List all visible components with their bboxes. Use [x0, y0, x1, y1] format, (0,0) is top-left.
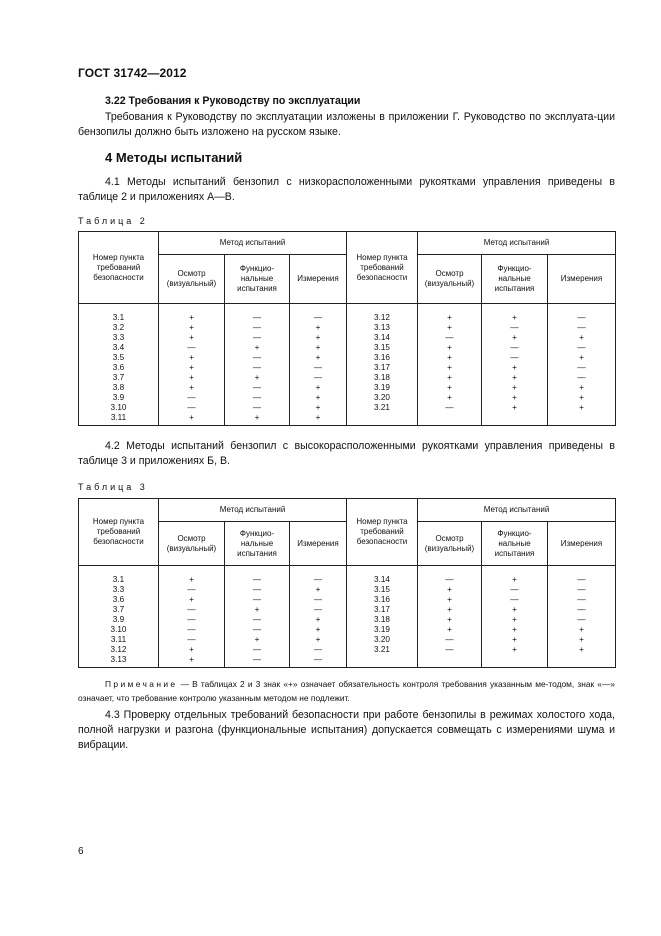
clause-number-cell: 3.12 — [79, 645, 159, 655]
document-id: ГОСТ 31742—2012 — [78, 66, 187, 80]
measurement-header: Измерения — [290, 522, 347, 566]
method-mark-cell: + — [290, 333, 347, 343]
method-mark-cell: — — [225, 323, 290, 333]
method-mark-cell: — — [225, 625, 290, 635]
paragraph-4-1: 4.1 Методы испытаний бензопил с низкорасположенными рукоятками управления приведены в таблице 2 и приложениях А—В. — [78, 176, 615, 203]
clause-header: Номер пункта требований безопасности — [347, 232, 418, 304]
table-spacer-cell — [548, 423, 616, 426]
method-header: Метод испытаний — [159, 232, 347, 255]
method-mark-cell: — — [225, 585, 290, 595]
method-mark-cell: — — [548, 373, 616, 383]
method-mark-cell: + — [418, 393, 482, 403]
method-mark-cell: + — [482, 363, 548, 373]
table-row — [79, 373, 616, 383]
method-mark-cell: — — [159, 605, 225, 615]
clause-header: Номер пункта требований безопасности — [79, 232, 159, 304]
method-mark-cell: — — [290, 575, 347, 585]
clause-number-cell: 3.7 — [79, 373, 159, 383]
method-mark-cell: — — [159, 615, 225, 625]
method-mark-cell — [548, 413, 616, 423]
table-row — [79, 333, 616, 343]
method-mark-cell: + — [548, 393, 616, 403]
method-mark-cell: + — [159, 595, 225, 605]
functional-header: Функцио-нальные испытания — [225, 522, 290, 566]
method-mark-cell — [482, 413, 548, 423]
table-row — [79, 393, 616, 403]
clause-number-cell: 3.14 — [347, 575, 418, 585]
method-mark-cell: + — [159, 413, 225, 423]
table-note — [78, 677, 615, 705]
method-mark-cell — [482, 655, 548, 665]
table-row — [79, 403, 616, 413]
table-spacer-cell — [225, 423, 290, 426]
method-mark-cell: — — [548, 615, 616, 625]
method-mark-cell: — — [225, 575, 290, 585]
table-row — [79, 625, 616, 635]
method-mark-cell: + — [482, 635, 548, 645]
clause-number-cell: 3.8 — [79, 383, 159, 393]
method-mark-cell: — — [290, 313, 347, 323]
method-mark-cell: + — [159, 383, 225, 393]
method-mark-cell: + — [159, 575, 225, 585]
clause-number-cell: 3.9 — [79, 393, 159, 403]
method-mark-cell: — — [482, 595, 548, 605]
method-mark-cell: — — [290, 595, 347, 605]
clause-number-cell: 3.6 — [79, 363, 159, 373]
method-mark-cell: + — [548, 383, 616, 393]
clause-number-cell — [347, 655, 418, 665]
clause-number-cell: 3.1 — [79, 575, 159, 585]
method-mark-cell: — — [290, 373, 347, 383]
method-mark-cell: + — [418, 313, 482, 323]
clause-number-cell: 3.16 — [347, 595, 418, 605]
paragraph-4-2: 4.2 Методы испытаний бензопил с высокорасположенными рукоятками управления приведены в таблице 3 и приложениях Б, В. — [78, 440, 615, 467]
method-mark-cell: — — [548, 343, 616, 353]
method-mark-cell: + — [482, 403, 548, 413]
table-spacer-cell — [225, 665, 290, 668]
clause-number-cell: 3.18 — [347, 373, 418, 383]
table-spacer-cell — [159, 304, 225, 314]
method-mark-cell: + — [290, 353, 347, 363]
method-mark-cell: + — [290, 635, 347, 645]
method-mark-cell: + — [482, 333, 548, 343]
clause-number-cell: 3.4 — [79, 343, 159, 353]
method-mark-cell: + — [159, 363, 225, 373]
measurement-header: Измерения — [548, 522, 616, 566]
method-mark-cell: — — [159, 393, 225, 403]
method-mark-cell: — — [225, 313, 290, 323]
method-mark-cell: + — [482, 605, 548, 615]
method-mark-cell: + — [548, 333, 616, 343]
clause-number-cell: 3.15 — [347, 585, 418, 595]
page-number: 6 — [78, 846, 84, 857]
functional-header: Функцио-нальные испытания — [482, 522, 548, 566]
method-mark-cell: — — [548, 605, 616, 615]
method-mark-cell: — — [225, 393, 290, 403]
clause-number-cell: 3.6 — [79, 595, 159, 605]
clause-number-cell: 3.12 — [347, 313, 418, 323]
section-4-heading: 4 Методы испытаний — [105, 150, 243, 165]
method-mark-cell: + — [418, 595, 482, 605]
clause-number-cell: 3.21 — [347, 403, 418, 413]
method-header: Метод испытаний — [418, 499, 616, 522]
method-mark-cell: + — [290, 585, 347, 595]
method-mark-cell: — — [548, 585, 616, 595]
method-mark-cell: — — [548, 313, 616, 323]
table-3-caption: Таблица 3 — [78, 482, 148, 492]
section-3-22-text: Требования к Руководству по эксплуатации изложены в приложении Г. Руководство по эксплуата-ции бензопилы должно быть изложено на русском языке. — [78, 111, 615, 138]
method-mark-cell: + — [159, 353, 225, 363]
method-mark-cell: + — [290, 393, 347, 403]
method-mark-cell: + — [548, 353, 616, 363]
table-row — [79, 413, 616, 423]
table-spacer-cell — [482, 566, 548, 576]
clause-number-cell: 3.16 — [347, 353, 418, 363]
table-spacer-cell — [79, 304, 159, 314]
method-mark-cell: — — [159, 403, 225, 413]
table-spacer-cell — [290, 665, 347, 668]
method-mark-cell: — — [548, 323, 616, 333]
method-mark-cell: + — [225, 635, 290, 645]
method-mark-cell: + — [548, 625, 616, 635]
method-mark-cell: — — [225, 353, 290, 363]
table-spacer-cell — [482, 665, 548, 668]
table-row — [79, 353, 616, 363]
functional-header: Функцио-нальные испытания — [482, 255, 548, 304]
method-mark-cell: — — [482, 585, 548, 595]
section-3-22-heading: 3.22 Требования к Руководству по эксплуатации — [105, 95, 361, 107]
method-mark-cell: — — [159, 625, 225, 635]
table-row — [79, 363, 616, 373]
table-3 — [78, 498, 616, 668]
clause-number-cell: 3.7 — [79, 605, 159, 615]
method-mark-cell: — — [418, 403, 482, 413]
table-spacer-cell — [79, 665, 159, 668]
method-mark-cell: — — [418, 333, 482, 343]
clause-number-cell: 3.19 — [347, 625, 418, 635]
method-mark-cell: + — [482, 393, 548, 403]
table-spacer-cell — [347, 566, 418, 576]
method-mark-cell: + — [159, 333, 225, 343]
table-spacer-cell — [290, 423, 347, 426]
method-mark-cell: + — [159, 313, 225, 323]
clause-number-cell: 3.9 — [79, 615, 159, 625]
table-row — [79, 383, 616, 393]
table-row — [79, 343, 616, 353]
clause-number-cell: 3.20 — [347, 635, 418, 645]
method-mark-cell: + — [159, 373, 225, 383]
method-mark-cell: + — [482, 373, 548, 383]
method-mark-cell: + — [418, 625, 482, 635]
method-mark-cell: + — [418, 615, 482, 625]
method-mark-cell: — — [482, 343, 548, 353]
visual-header: Осмотр (визуальный) — [159, 522, 225, 566]
clause-number-cell: 3.3 — [79, 585, 159, 595]
method-mark-cell: + — [482, 313, 548, 323]
table-2-caption: Таблица 2 — [78, 216, 148, 226]
method-mark-cell: + — [418, 363, 482, 373]
clause-number-cell: 3.21 — [347, 645, 418, 655]
table-row — [79, 323, 616, 333]
table-spacer-cell — [347, 665, 418, 668]
table-spacer-cell — [159, 423, 225, 426]
method-mark-cell: — — [290, 605, 347, 615]
table-spacer-cell — [482, 304, 548, 314]
clause-header: Номер пункта требований безопасности — [79, 499, 159, 566]
table-row — [79, 645, 616, 655]
measurement-header: Измерения — [548, 255, 616, 304]
method-mark-cell: — — [225, 615, 290, 625]
method-mark-cell — [548, 655, 616, 665]
method-mark-cell: + — [290, 615, 347, 625]
paragraph-4-3: 4.3 Проверку отдельных требований безопасности при работе бензопилы в режимах холостого хода, полной нагрузки и разгона (функциональные испытания) допускается совмещать с измерениями шума и вибрации. — [78, 709, 615, 751]
clause-number-cell: 3.3 — [79, 333, 159, 343]
method-mark-cell: + — [225, 605, 290, 615]
method-mark-cell: + — [225, 343, 290, 353]
method-mark-cell: — — [159, 635, 225, 645]
method-header: Метод испытаний — [418, 232, 616, 255]
clause-number-cell: 3.11 — [79, 635, 159, 645]
method-mark-cell: + — [418, 383, 482, 393]
table-row — [79, 605, 616, 615]
method-mark-cell: + — [482, 383, 548, 393]
clause-number-cell: 3.14 — [347, 333, 418, 343]
method-mark-cell: — — [290, 645, 347, 655]
table-spacer-cell — [418, 665, 482, 668]
method-mark-cell: + — [482, 575, 548, 585]
method-header: Метод испытаний — [159, 499, 347, 522]
method-mark-cell: — — [290, 655, 347, 665]
table-spacer-cell — [418, 423, 482, 426]
table-spacer-cell — [290, 304, 347, 314]
method-mark-cell: — — [225, 645, 290, 655]
note-label: Примечание — [105, 679, 178, 689]
table-spacer-cell — [548, 304, 616, 314]
table-spacer-cell — [548, 665, 616, 668]
method-mark-cell: — — [159, 585, 225, 595]
clause-number-cell — [347, 413, 418, 423]
method-mark-cell — [418, 655, 482, 665]
table-spacer-cell — [548, 566, 616, 576]
table-row — [79, 635, 616, 645]
method-mark-cell: + — [159, 323, 225, 333]
table-row — [79, 575, 616, 585]
method-mark-cell: + — [482, 625, 548, 635]
method-mark-cell: + — [548, 635, 616, 645]
method-mark-cell: — — [482, 323, 548, 333]
method-mark-cell: — — [418, 635, 482, 645]
method-mark-cell: + — [225, 413, 290, 423]
method-mark-cell — [418, 413, 482, 423]
method-mark-cell: + — [290, 403, 347, 413]
method-mark-cell: + — [418, 373, 482, 383]
method-mark-cell: + — [225, 373, 290, 383]
visual-header: Осмотр (визуальный) — [418, 255, 482, 304]
method-mark-cell: + — [290, 625, 347, 635]
method-mark-cell: + — [418, 323, 482, 333]
method-mark-cell: — — [418, 575, 482, 585]
clause-number-cell: 3.17 — [347, 605, 418, 615]
clause-number-cell: 3.20 — [347, 393, 418, 403]
method-mark-cell: + — [290, 383, 347, 393]
table-spacer-cell — [347, 304, 418, 314]
clause-number-cell: 3.2 — [79, 323, 159, 333]
clause-number-cell: 3.17 — [347, 363, 418, 373]
clause-number-cell: 3.19 — [347, 383, 418, 393]
method-mark-cell: — — [548, 363, 616, 373]
table-spacer-cell — [418, 566, 482, 576]
method-mark-cell: + — [418, 343, 482, 353]
method-mark-cell: + — [548, 645, 616, 655]
clause-number-cell: 3.1 — [79, 313, 159, 323]
clause-number-cell: 3.15 — [347, 343, 418, 353]
table-spacer-cell — [225, 304, 290, 314]
method-mark-cell: + — [290, 343, 347, 353]
table-row — [79, 615, 616, 625]
clause-number-cell: 3.13 — [347, 323, 418, 333]
method-mark-cell: + — [159, 655, 225, 665]
table-spacer-cell — [225, 566, 290, 576]
functional-header: Функцио-нальные испытания — [225, 255, 290, 304]
note-text: — В таблицах 2 и 3 знак «+» означает обязательность контроля требования указанным ме-тодом, знак «—» означает, что требование контролю указанным методом не подлежит. — [78, 679, 616, 703]
method-mark-cell: + — [418, 605, 482, 615]
method-mark-cell: + — [290, 323, 347, 333]
method-mark-cell: + — [159, 645, 225, 655]
table-row — [79, 595, 616, 605]
clause-number-cell: 3.5 — [79, 353, 159, 363]
visual-header: Осмотр (визуальный) — [418, 522, 482, 566]
table-2 — [78, 231, 616, 426]
clause-number-cell: 3.11 — [79, 413, 159, 423]
table-spacer-cell — [79, 423, 159, 426]
method-mark-cell: + — [290, 413, 347, 423]
visual-header: Осмотр (визуальный) — [159, 255, 225, 304]
clause-number-cell: 3.13 — [79, 655, 159, 665]
method-mark-cell: — — [290, 363, 347, 373]
clause-number-cell: 3.18 — [347, 615, 418, 625]
method-mark-cell: + — [482, 615, 548, 625]
clause-header: Номер пункта требований безопасности — [347, 499, 418, 566]
method-mark-cell: — — [418, 645, 482, 655]
method-mark-cell: — — [482, 353, 548, 363]
method-mark-cell: + — [418, 353, 482, 363]
method-mark-cell: — — [225, 655, 290, 665]
method-mark-cell: — — [225, 595, 290, 605]
method-mark-cell: — — [225, 403, 290, 413]
table-spacer-cell — [159, 566, 225, 576]
table-spacer-cell — [418, 304, 482, 314]
clause-number-cell: 3.10 — [79, 625, 159, 635]
method-mark-cell: — — [548, 595, 616, 605]
method-mark-cell: + — [548, 403, 616, 413]
table-spacer-cell — [482, 423, 548, 426]
table-row — [79, 655, 616, 665]
clause-number-cell: 3.10 — [79, 403, 159, 413]
table-row — [79, 313, 616, 323]
measurement-header: Измерения — [290, 255, 347, 304]
method-mark-cell: + — [482, 645, 548, 655]
table-spacer-cell — [290, 566, 347, 576]
method-mark-cell: — — [225, 383, 290, 393]
table-spacer-cell — [79, 566, 159, 576]
method-mark-cell: — — [225, 363, 290, 373]
table-spacer-cell — [347, 423, 418, 426]
method-mark-cell: — — [159, 343, 225, 353]
method-mark-cell: — — [225, 333, 290, 343]
table-spacer-cell — [159, 665, 225, 668]
method-mark-cell: + — [418, 585, 482, 595]
table-row — [79, 585, 616, 595]
method-mark-cell: — — [548, 575, 616, 585]
